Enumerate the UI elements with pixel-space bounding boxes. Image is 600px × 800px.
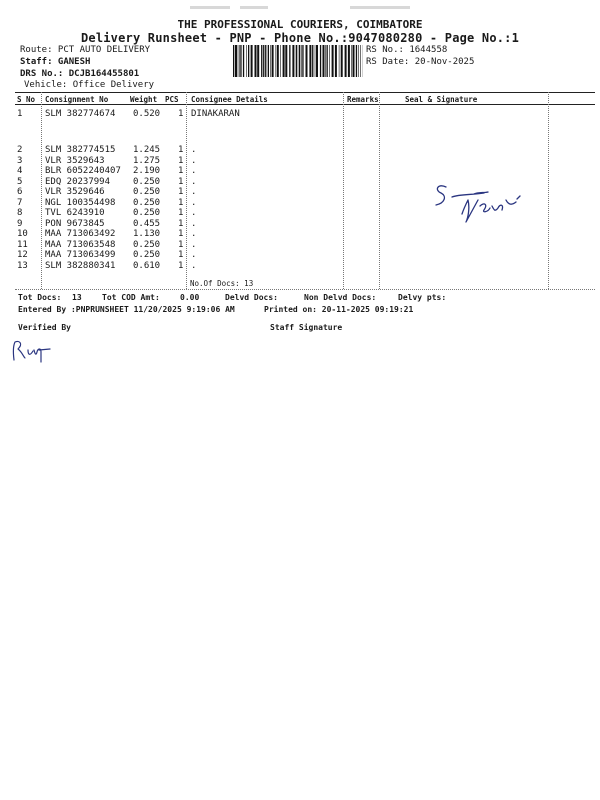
barcode-bar [345, 45, 347, 77]
cell-pcs: 1 [178, 145, 184, 155]
barcode-bar [255, 45, 257, 77]
cell-consignment: MAA 713063499 [45, 250, 116, 260]
barcode-bar [272, 45, 274, 77]
barcode-bar [285, 45, 287, 77]
barcode-bar [233, 45, 234, 77]
drs-number: DRS No.: DCJB164455801 [20, 69, 140, 79]
column-divider [41, 92, 42, 289]
no-of-docs: No.Of Docs: 13 [190, 279, 254, 288]
barcode-bar [257, 45, 259, 77]
tot-docs-label: Tot Docs: [18, 293, 62, 302]
scan-artifact [190, 6, 230, 9]
column-divider [379, 92, 380, 289]
barcode-bar [277, 45, 279, 77]
barcode-bar [301, 45, 302, 77]
barcode-bar [329, 45, 330, 77]
column-divider [186, 92, 187, 289]
cell-pcs: 1 [178, 197, 184, 208]
cell-sno: 4 [17, 166, 23, 176]
barcode-bar [358, 45, 359, 77]
non-delvd-docs-label: Non Delvd Docs: [304, 293, 377, 302]
cell-consignment: BLR 6052240407 [45, 166, 121, 176]
barcode-bar [235, 45, 237, 77]
scan-artifact [240, 6, 268, 9]
barcode [233, 45, 363, 77]
barcode-bar [296, 45, 297, 77]
barcode-bar [263, 45, 264, 77]
staff-signature-label: Staff Signature [270, 323, 343, 332]
runsheet-title: Delivery Runsheet - PNP - Phone No.:9047080280 - Page No.:1 [80, 31, 520, 45]
cell-consignment: MAA 713063492 [45, 229, 116, 239]
col-header-sno: S No [17, 95, 36, 104]
barcode-bar [360, 45, 361, 77]
barcode-bar [280, 45, 281, 77]
cell-sno: 8 [17, 208, 23, 218]
cell-sno: 11 [17, 239, 28, 250]
cell-consignment: VLR 3529646 [45, 187, 105, 197]
table-bottom-rule [15, 289, 595, 290]
barcode-bar [268, 45, 269, 77]
cell-weight: 0.250 [133, 208, 161, 218]
cell-consignee: . [191, 250, 197, 260]
cell-sno: 6 [17, 187, 23, 197]
cell-pcs: 1 [178, 229, 184, 239]
barcode-bar [325, 45, 326, 77]
barcode-bar [306, 45, 308, 77]
cell-consignment: TVL 6243910 [45, 208, 105, 218]
cell-sno: 1 [17, 109, 23, 119]
staff-label: Staff: GANESH [20, 57, 91, 67]
cell-sno: 10 [17, 229, 28, 239]
col-header-remarks: Remarks [347, 95, 379, 104]
cell-weight: 0.250 [133, 250, 161, 260]
barcode-bar [239, 45, 240, 77]
cell-consignee: DINAKARAN [191, 109, 240, 119]
cell-weight: 2.190 [133, 166, 161, 176]
barcode-bar [265, 45, 266, 77]
barcode-bar [298, 45, 299, 77]
handwritten-signature [432, 178, 532, 228]
cell-consignment: SLM 382774674 [45, 109, 116, 119]
barcode-bar [248, 45, 249, 77]
barcode-bar [309, 45, 311, 77]
column-divider [343, 92, 344, 289]
cell-weight: 0.455 [133, 218, 161, 229]
tot-cod-value: 0.00 [180, 293, 200, 302]
barcode-bar [320, 45, 321, 77]
cell-pcs: 1 [178, 260, 184, 271]
cell-sno: 12 [17, 250, 28, 260]
cell-sno: 2 [17, 145, 23, 155]
barcode-bar [246, 45, 247, 77]
cell-consignee: . [191, 145, 197, 155]
printed-on: Printed on: 20-11-2025 09:19:21 [264, 305, 414, 314]
barcode-bar [299, 45, 300, 77]
barcode-bar [292, 45, 294, 77]
cell-pcs: 1 [178, 208, 184, 218]
cell-consignee: . [191, 166, 197, 176]
cell-consignment: EDQ 20237994 [45, 176, 111, 187]
verified-by-signature [10, 338, 60, 368]
cell-weight: 1.130 [133, 229, 161, 239]
cell-consignee: . [191, 155, 197, 166]
cell-weight: 0.250 [133, 176, 161, 187]
barcode-bar [238, 45, 239, 77]
rs-number: RS No.: 1644558 [366, 45, 448, 55]
barcode-bar [283, 45, 285, 77]
cell-weight: 0.250 [133, 187, 161, 197]
delvd-docs-label: Delvd Docs: [225, 293, 278, 302]
cell-weight: 1.275 [133, 155, 161, 166]
entered-by: Entered By :PNPRUNSHEET 11/20/2025 9:19:06 AM [18, 305, 235, 314]
tot-cod-label: Tot COD Amt: [102, 293, 160, 302]
cell-consignment: PON 9673845 [45, 218, 105, 229]
cell-consignment: NGL 100354498 [45, 197, 116, 208]
header-bottom-rule [15, 104, 595, 105]
cell-consignment: MAA 713063548 [45, 239, 116, 250]
cell-weight: 1.245 [133, 145, 161, 155]
barcode-bar [356, 45, 357, 77]
cell-consignee: . [191, 176, 197, 187]
cell-consignee: . [191, 187, 197, 197]
cell-pcs: 1 [178, 218, 184, 229]
cell-pcs: 1 [178, 187, 184, 197]
barcode-bar [251, 45, 253, 77]
barcode-bar [348, 45, 350, 77]
cell-consignee: . [191, 239, 197, 250]
cell-sno: 5 [17, 176, 23, 187]
cell-pcs: 1 [178, 109, 184, 119]
cell-sno: 9 [17, 218, 23, 229]
barcode-bar [316, 45, 318, 77]
barcode-bar [323, 45, 325, 77]
cell-consignee: . [191, 229, 197, 239]
rs-date: RS Date: 20-Nov-2025 [366, 57, 475, 67]
cell-weight: 0.250 [133, 197, 161, 208]
cell-pcs: 1 [178, 176, 184, 187]
cell-consignment: SLM 382880341 [45, 260, 116, 271]
barcode-bar [351, 45, 352, 77]
scan-artifact [350, 6, 410, 9]
barcode-bar [270, 45, 271, 77]
cell-consignee: . [191, 208, 197, 218]
column-divider [548, 92, 549, 289]
cell-weight: 0.520 [133, 109, 161, 119]
vehicle-label: Vehicle: Office Delivery [24, 80, 155, 90]
barcode-bar [327, 45, 328, 77]
cell-sno: 13 [17, 260, 28, 271]
col-header-pcs: PCS [165, 95, 179, 104]
col-header-weight: Weight [130, 95, 158, 104]
cell-consignment: VLR 3529643 [45, 155, 105, 166]
cell-sno: 7 [17, 197, 23, 208]
route-label: Route: PCT AUTO DELIVERY [20, 45, 151, 55]
col-header-seal-signature: Seal & Signature [405, 95, 478, 104]
barcode-bar [332, 45, 334, 77]
cell-sno: 3 [17, 155, 23, 166]
col-header-consignment: Consignment No [45, 95, 109, 104]
company-title: THE PROFESSIONAL COURIERS, COIMBATORE [177, 18, 423, 31]
barcode-bar [312, 45, 313, 77]
cell-consignee: . [191, 260, 197, 271]
cell-consignment: SLM 382774515 [45, 145, 116, 155]
barcode-bar [341, 45, 343, 77]
cell-consignee: . [191, 218, 197, 229]
cell-weight: 0.610 [133, 260, 161, 271]
delvy-pts-label: Delvy pts: [398, 293, 447, 302]
col-header-consignee: Consignee Details [191, 95, 268, 104]
barcode-bar [240, 45, 241, 77]
barcode-bar [353, 45, 355, 77]
verified-by-label: Verified By [18, 323, 71, 332]
table-top-rule [15, 92, 595, 93]
barcode-bar [261, 45, 262, 77]
barcode-bar [302, 45, 303, 77]
cell-pcs: 1 [178, 250, 184, 260]
barcode-bar [315, 45, 316, 77]
barcode-bar [289, 45, 290, 77]
cell-pcs: 1 [178, 166, 184, 176]
cell-pcs: 1 [178, 155, 184, 166]
barcode-bar [335, 45, 337, 77]
barcode-bar [243, 45, 244, 77]
cell-consignee: . [191, 197, 197, 208]
barcode-bar [339, 45, 340, 77]
cell-weight: 0.250 [133, 239, 161, 250]
cell-pcs: 1 [178, 239, 184, 250]
barcode-bar [276, 45, 277, 77]
tot-docs-value: 13 [72, 293, 82, 302]
